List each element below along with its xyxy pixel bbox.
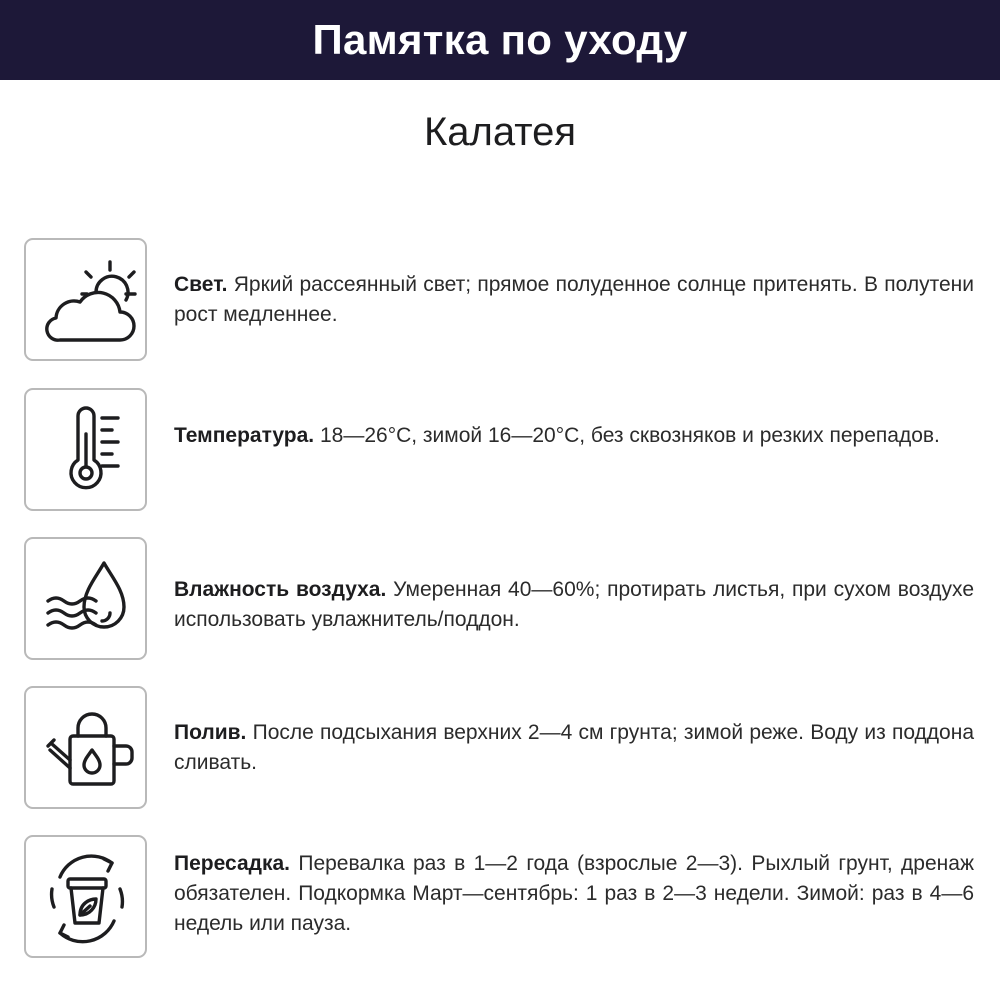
sun-cloud-icon <box>34 248 138 352</box>
repot-icon <box>34 845 138 949</box>
thermometer-icon <box>34 398 138 502</box>
care-item-description: Перевалка раз в 1—2 года (взрослые 2—3). Рыхлый грунт, дренаж обязателен. Подкормка Март—сентябрь: 1 раз в 2—3 недели. Зимой: раз в 4—6 недель или пауза. <box>174 852 974 935</box>
care-item-text <box>174 421 974 451</box>
care-item-text <box>174 270 974 330</box>
icon-box <box>24 537 147 660</box>
care-item-title: Влажность воздуха. <box>174 578 387 601</box>
header-bar <box>0 0 1000 80</box>
care-item-title: Полив. <box>174 721 247 744</box>
icon-box <box>24 686 147 809</box>
care-item-text <box>174 718 974 778</box>
care-item-description: После подсыхания верхних 2—4 см грунта; зимой реже. Воду из поддона сливать. <box>174 721 975 774</box>
care-item-title: Температура. <box>174 424 315 447</box>
care-item-text <box>174 575 974 635</box>
care-item-title: Свет. <box>174 273 228 296</box>
humidity-drop-icon <box>34 547 138 651</box>
icon-box <box>24 388 147 511</box>
plant-name: Калатея <box>423 110 577 154</box>
care-item-temperature <box>24 388 984 512</box>
care-item-repotting <box>24 835 984 959</box>
care-item-title: Пересадка. <box>174 852 290 875</box>
care-item-description: 18—26°C, зимой 16—20°C, без сквозняков и резких перепадов. <box>319 424 940 447</box>
page-title: Памятка по уходу <box>312 16 688 63</box>
care-item-description: Яркий рассеянный свет; прямое полуденное солнце притенять. В полутени рост медленнее. <box>174 273 974 326</box>
care-item-description: Умеренная 40—60%; протирать листья, при сухом воздухе использовать увлажнитель/поддон. <box>174 578 975 631</box>
icon-box <box>24 835 147 958</box>
care-item-watering <box>24 686 984 810</box>
care-item-light <box>24 238 984 362</box>
icon-box <box>24 238 147 361</box>
care-item-humidity <box>24 537 984 661</box>
watering-can-icon <box>34 696 138 800</box>
care-item-text <box>174 849 974 939</box>
